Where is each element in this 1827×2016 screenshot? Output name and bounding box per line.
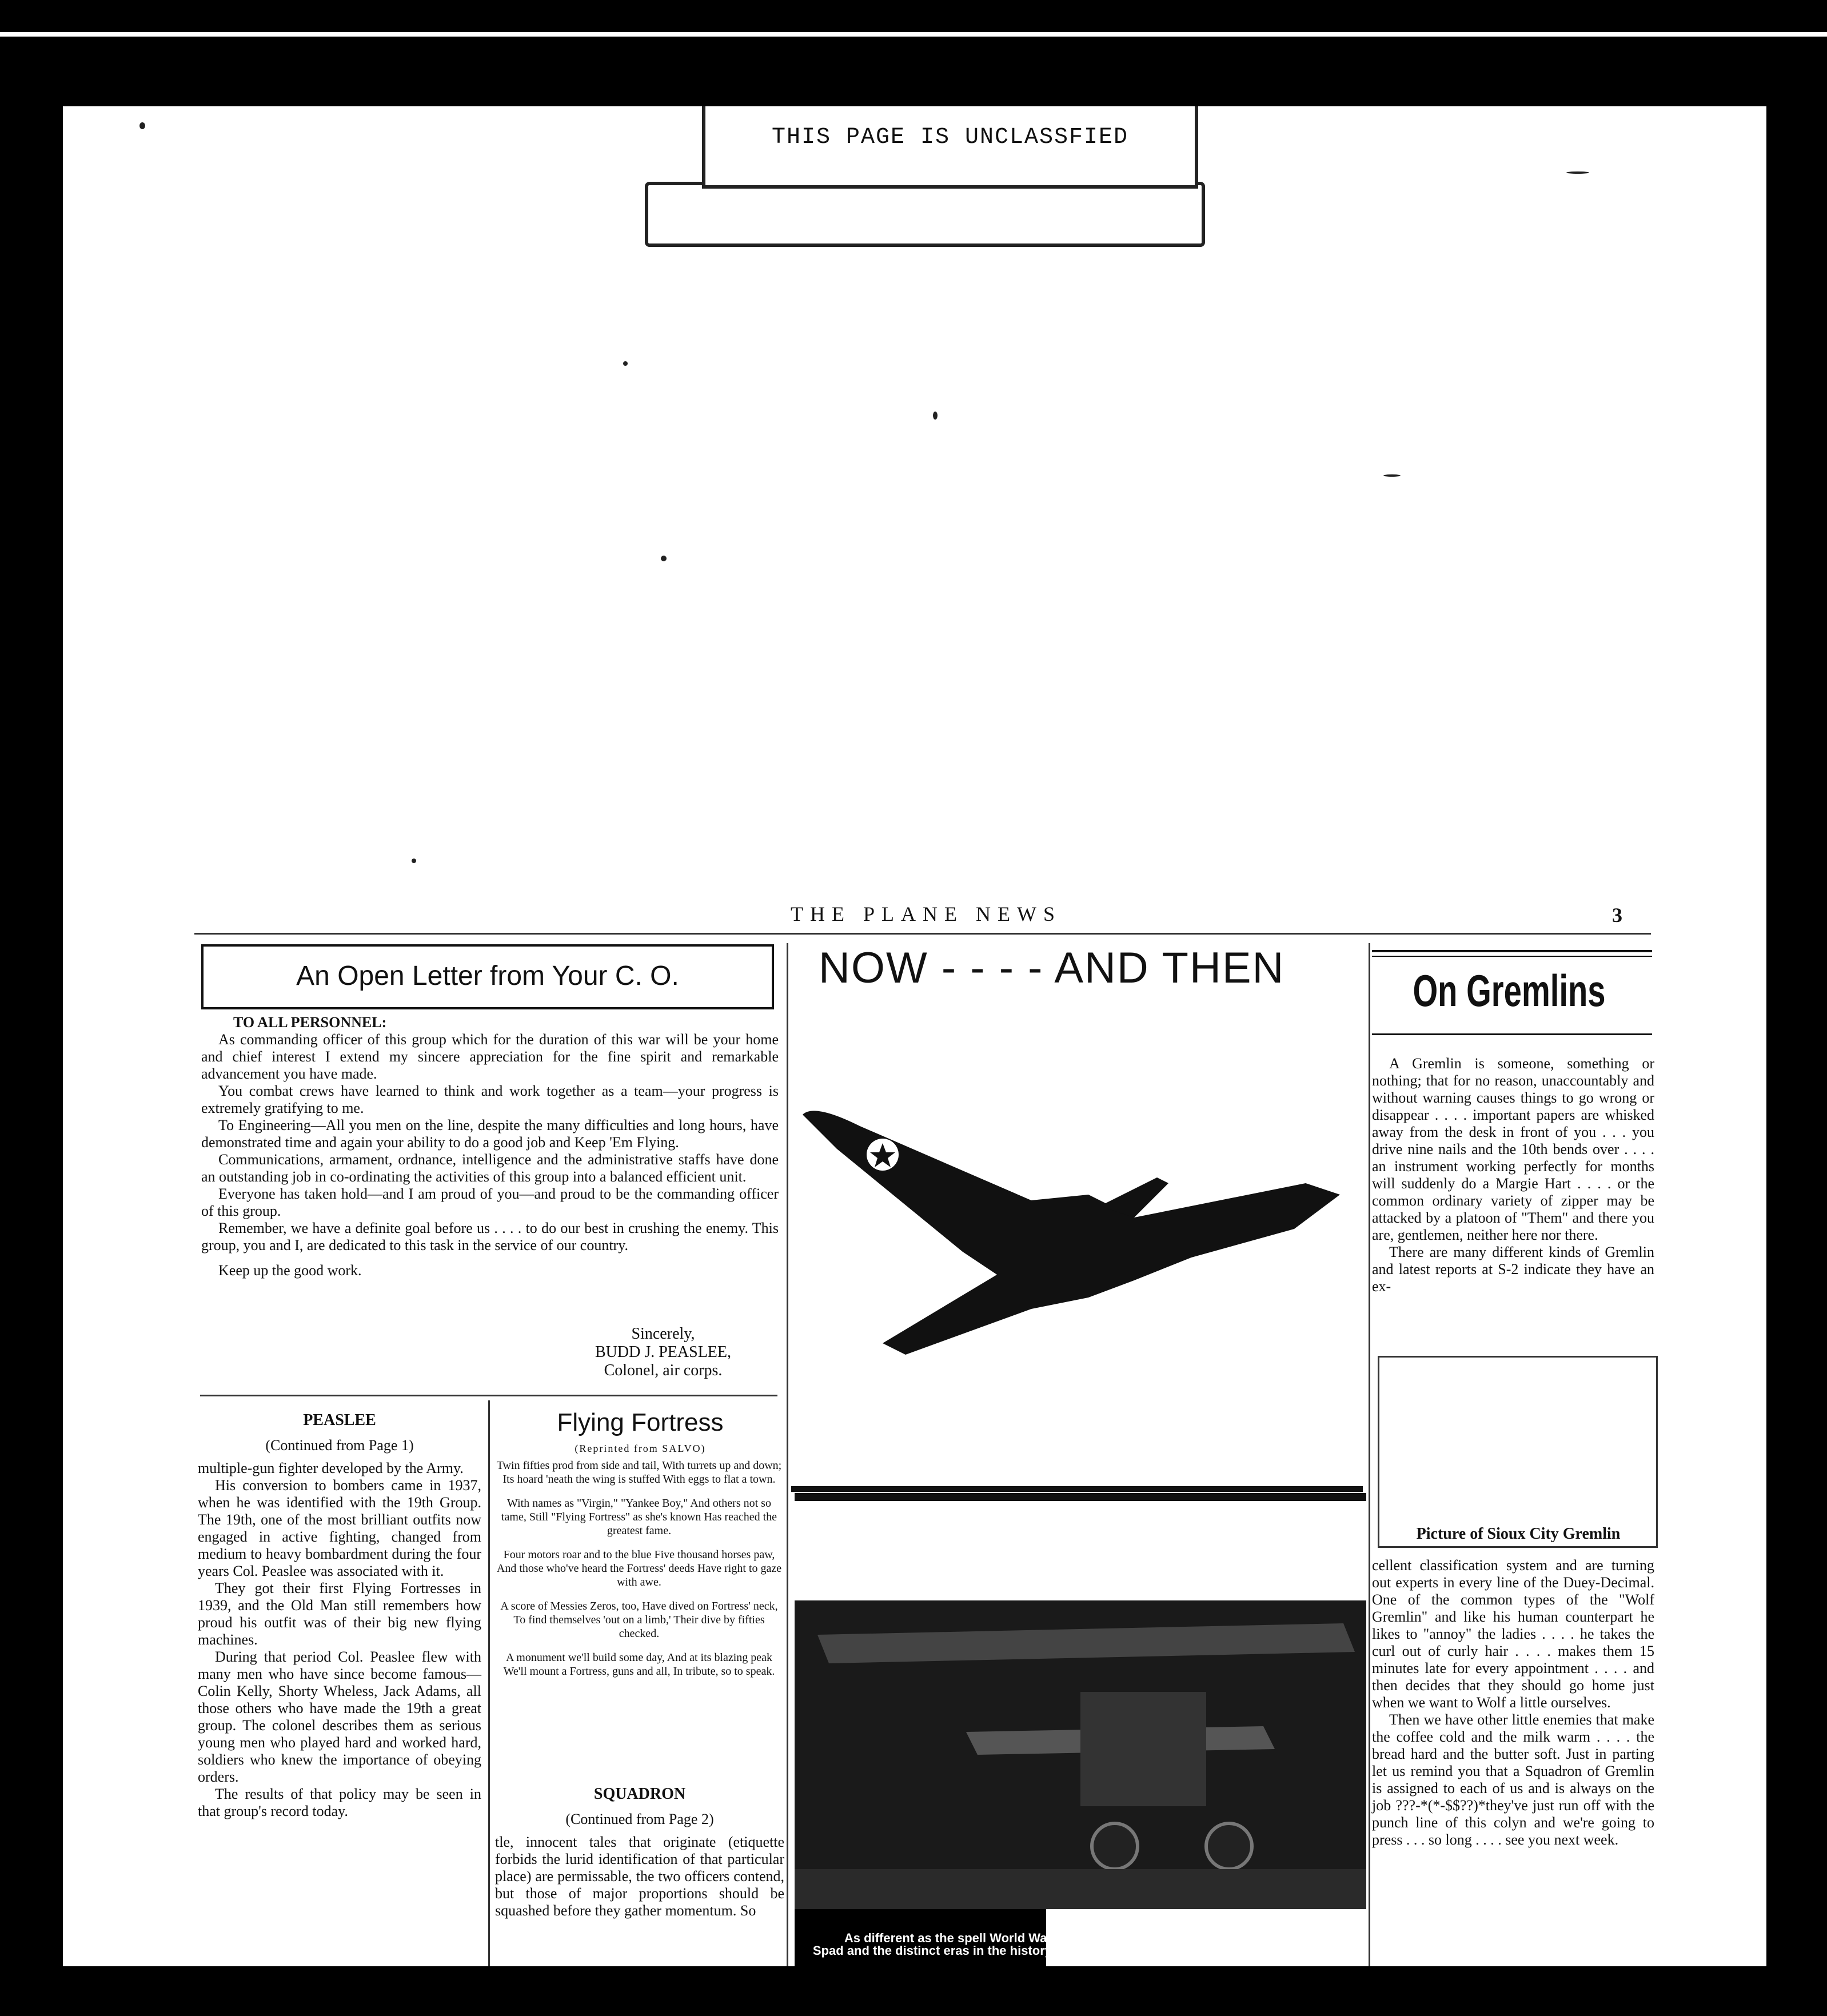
column-rule [787,943,788,1966]
top-white-rule [0,32,1827,37]
scan-speck [933,412,938,420]
scan-speck [139,122,145,129]
column-rule [488,1400,490,1966]
letter-paragraph: As commanding officer of this group which for the duration of this war will be your home and chief interest I extend my sincere appreciation for the fine spirit and remarkable advancement you have made. [201,1031,779,1082]
gremlins-title: On Gremlins [1413,965,1606,1016]
gremlins-bottom-text [1372,1557,1654,1849]
column-rule [1369,943,1370,1966]
poem-stanza: With names as "Virgin," "Yankee Boy," And others not so tame, Still "Flying Fortress" as she's known Has reached the greatest fame. [501,1497,777,1537]
squadron-continued: (Continued from Page 2) [565,1811,714,1827]
poem-title: Flying Fortress [557,1408,724,1436]
poem-subtitle: (Reprinted from SALVO) [575,1443,706,1454]
top-black-band [0,0,1827,23]
poem-stanza: A monument we'll build some day, And at its blazing peak We'll mount a Fortress, guns and all, In tribute, so to speak. [503,1651,775,1678]
b17-bomber-illustration [791,1012,1363,1492]
gremlins-top-text [1372,1055,1654,1295]
classification-text: THIS PAGE IS UNCLASSFIED [771,125,1129,150]
scan-speck [623,361,628,366]
poem-stanza: Twin fifties prod from side and tail, With turrets up and down; Its hoard 'neath the wing is stuffed With eggs to flat a town. [496,1459,782,1486]
spad-biplane-illustration [795,1600,1366,1909]
left-scan-edge [0,106,63,2016]
peaslee-paragraph: multiple-gun fighter developed by the Army. [198,1460,464,1476]
peaslee-column [198,1412,481,1820]
letter-paragraph: Communications, armament, ordnance, intelligence and the administrative staffs have done an outstanding job in co-ordinating the activities of this group into a balanced efficient unit. [201,1151,779,1185]
squadron-column [495,1786,784,1919]
bottom-torn-edge [63,1966,1766,2016]
letter-paragraph: Remember, we have a definite goal before us . . . . to do our best in crushing the enemy. This group, you and I, are dedicated to this task in the service of our country. [201,1220,779,1253]
peaslee-paragraph: They got their first Flying Fortresses in 1939, and the Old Man still remembers how proud his outfit was of their big new flying machines. [198,1580,481,1648]
peaslee-paragraph: The results of that policy may be seen in that group's record today. [198,1786,481,1819]
letter-signer: BUDD J. PEASLEE, [595,1343,731,1361]
letter-title: An Open Letter from Your C. O. [201,944,774,1009]
masthead-title: THE PLANE NEWS [791,903,1062,925]
letter-signature [549,1325,777,1380]
gremlins-rule [1372,950,1652,952]
gremlin-picture-caption: Picture of Sioux City Gremlin [1416,1525,1621,1543]
gremlin-picture-frame [1378,1356,1658,1548]
scan-speck [1383,474,1401,477]
gremlins-rule [1372,956,1652,957]
gremlins-paragraph: cellent classification system and are turning out experts in every line of the Duey-Decimal. One of the common types of the "Wolf Gremlin" and like his human counterpart he likes to "annoy" the ladies . . . . he takes the curl out of curly hair . . . . makes them 15 minutes late for every appointment . . . . and then decides that they should go home just when we want to Wolf a little ourselves. [1372,1557,1654,1711]
letter-rank: Colonel, air corps. [604,1362,723,1379]
letter-paragraph: Everyone has taken hold—and I am proud of you—and proud to be the commanding officer of this group. [201,1185,779,1219]
now-and-then-title: NOW - - - - AND THEN [819,944,1285,992]
poem-stanza: Four motors roar and to the blue Five thousand horses paw, And those who've heard the Fortress' deeds Have right to gaze with awe. [496,1548,782,1588]
letter-body [201,1014,779,1279]
poem-body [496,1459,782,1688]
squadron-text: tle, innocent tales that originate (etiquette forbids the lurid identification of that particular place) are permissable, the two officers contend, but those of major proportions should be squashed before they gather momentum. So [495,1834,784,1919]
scan-speck [412,859,416,863]
gremlins-paragraph: A Gremlin is someone, something or nothing; that for no reason, unaccountably and without warning causes things to go wrong or disappear . . . . important papers are whisked away from the desk in front of you . . . you drive nine nails and the 10th bends over . . . . an instrument working perfectly for months will suddenly do a Margie Hart . . . . or the common ordinary variety of zipper may be attacked by a platoon of "Them" and there you are, gentlemen, neither here nor there. [1372,1055,1654,1243]
b17-photo [791,1012,1363,1492]
column-rule [200,1395,777,1396]
letter-closing: Sincerely, [631,1325,695,1343]
letter-paragraph: Keep up the good work. [218,1262,362,1279]
scan-speck [1566,171,1589,174]
letter-salutation: TO ALL PERSONNEL: [233,1014,387,1031]
squadron-heading: SQUADRON [593,1785,686,1803]
classification-tab-outline [645,182,1205,247]
peaslee-heading: PEASLEE [303,1411,376,1429]
classification-stamp [702,106,1198,189]
masthead-rule [194,933,1651,935]
photo-divider [795,1493,1366,1501]
peaslee-paragraph: During that period Col. Peaslee flew with many men who have since become famous—Colin Kelly, Shorty Wheless, Jack Adams, all those others who have made the 19th a great group. The colonel describes them as serious young men who played hard and worked hard, soldiers who knew the importance of obeying orders. [198,1648,481,1785]
gremlins-rule [1372,1033,1652,1035]
gremlins-paragraph: Then we have other little enemies that make the coffee cold and the milk warm . . . . the bread hard and the butter soft. Just in parting let us remind you that a Squadron of Gremlin is assigned to each of us and is always on the job ???-*(*-$$??)*they've just run off with the punch line of this colyn and we're going to press . . . so long . . . . see you next week. [1372,1711,1654,1848]
page-number: 3 [1612,904,1622,927]
spad-photo [795,1600,1366,1909]
peaslee-paragraph: His conversion to bombers came in 1937, when he was identified with the 19th Group. The 19th, one of the most brilliant outfits now engaged in active fighting, changed from medium to heavy bombardment during the four years Col. Peaslee was associated with it. [198,1477,481,1579]
gremlins-paragraph: There are many different kinds of Gremlin and latest reports at S-2 indicate they have an ex- [1372,1244,1654,1295]
peaslee-continued: (Continued from Page 1) [265,1437,414,1454]
poem-stanza: A score of Messies Zeros, too, Have dived on Fortress' neck, To find themselves 'out on a limb,' Their dive by fifties checked. [500,1600,778,1640]
letter-paragraph: You combat crews have learned to think and work together as a team—your progress is extremely gratifying to me. [201,1083,779,1116]
letter-paragraph: To Engineering—All you men on the line, despite the many difficulties and long hours, have demonstrated time and again your ability to do a good job and Keep 'Em Flying. [201,1117,779,1151]
photo-caption: As different as the spell World War Spad and the distinct eras in the history [812,1931,1052,1958]
scan-speck [661,556,667,561]
